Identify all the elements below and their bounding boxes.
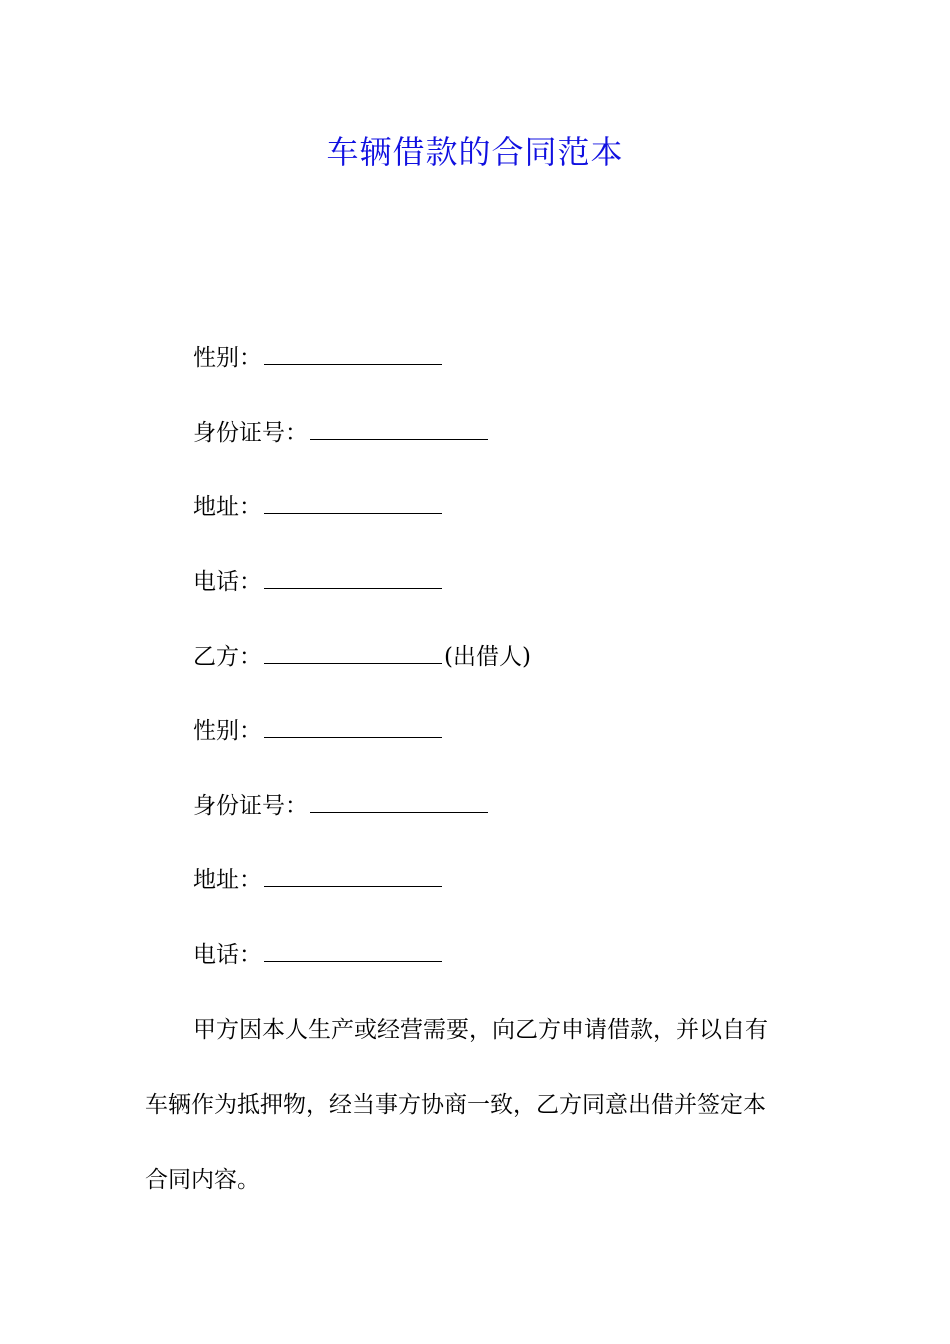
fill-blank-line bbox=[264, 864, 442, 887]
fill-blank-line bbox=[310, 790, 488, 813]
field-label: 电话： bbox=[193, 569, 262, 595]
field-address-1 bbox=[193, 491, 442, 523]
field-id-number-1 bbox=[193, 417, 488, 449]
field-label: 身份证号： bbox=[193, 793, 308, 819]
field-gender-1 bbox=[193, 342, 442, 374]
field-label: 性别： bbox=[193, 718, 262, 744]
field-label: 乙方： bbox=[193, 644, 262, 670]
fill-blank-line bbox=[310, 417, 488, 440]
field-label: 地址： bbox=[193, 867, 262, 893]
field-address-2 bbox=[193, 864, 442, 896]
field-id-number-2 bbox=[193, 790, 488, 822]
field-gender-2 bbox=[193, 715, 442, 747]
fill-blank-line bbox=[264, 641, 442, 664]
field-party-b bbox=[193, 641, 531, 673]
paragraph-line-1: 甲方因本人生产或经营需要，向乙方申请借款，并以自有 bbox=[193, 1017, 768, 1043]
paragraph-line-2: 车辆作为抵押物，经当事方协商一致，乙方同意出借并签定本 bbox=[145, 1092, 766, 1118]
field-label: 性别： bbox=[193, 345, 262, 371]
fill-blank-line bbox=[264, 939, 442, 962]
fill-blank-line bbox=[264, 491, 442, 514]
paragraph-line-3: 合同内容。 bbox=[145, 1167, 260, 1193]
document-title: 车辆借款的合同范本 bbox=[326, 133, 624, 171]
field-label: 身份证号： bbox=[193, 420, 308, 446]
field-phone-1 bbox=[193, 566, 442, 598]
field-suffix: (出借人) bbox=[444, 644, 531, 670]
fill-blank-line bbox=[264, 342, 442, 365]
field-phone-2 bbox=[193, 939, 442, 971]
fill-blank-line bbox=[264, 566, 442, 589]
fill-blank-line bbox=[264, 715, 442, 738]
field-label: 电话： bbox=[193, 942, 262, 968]
field-label: 地址： bbox=[193, 494, 262, 520]
